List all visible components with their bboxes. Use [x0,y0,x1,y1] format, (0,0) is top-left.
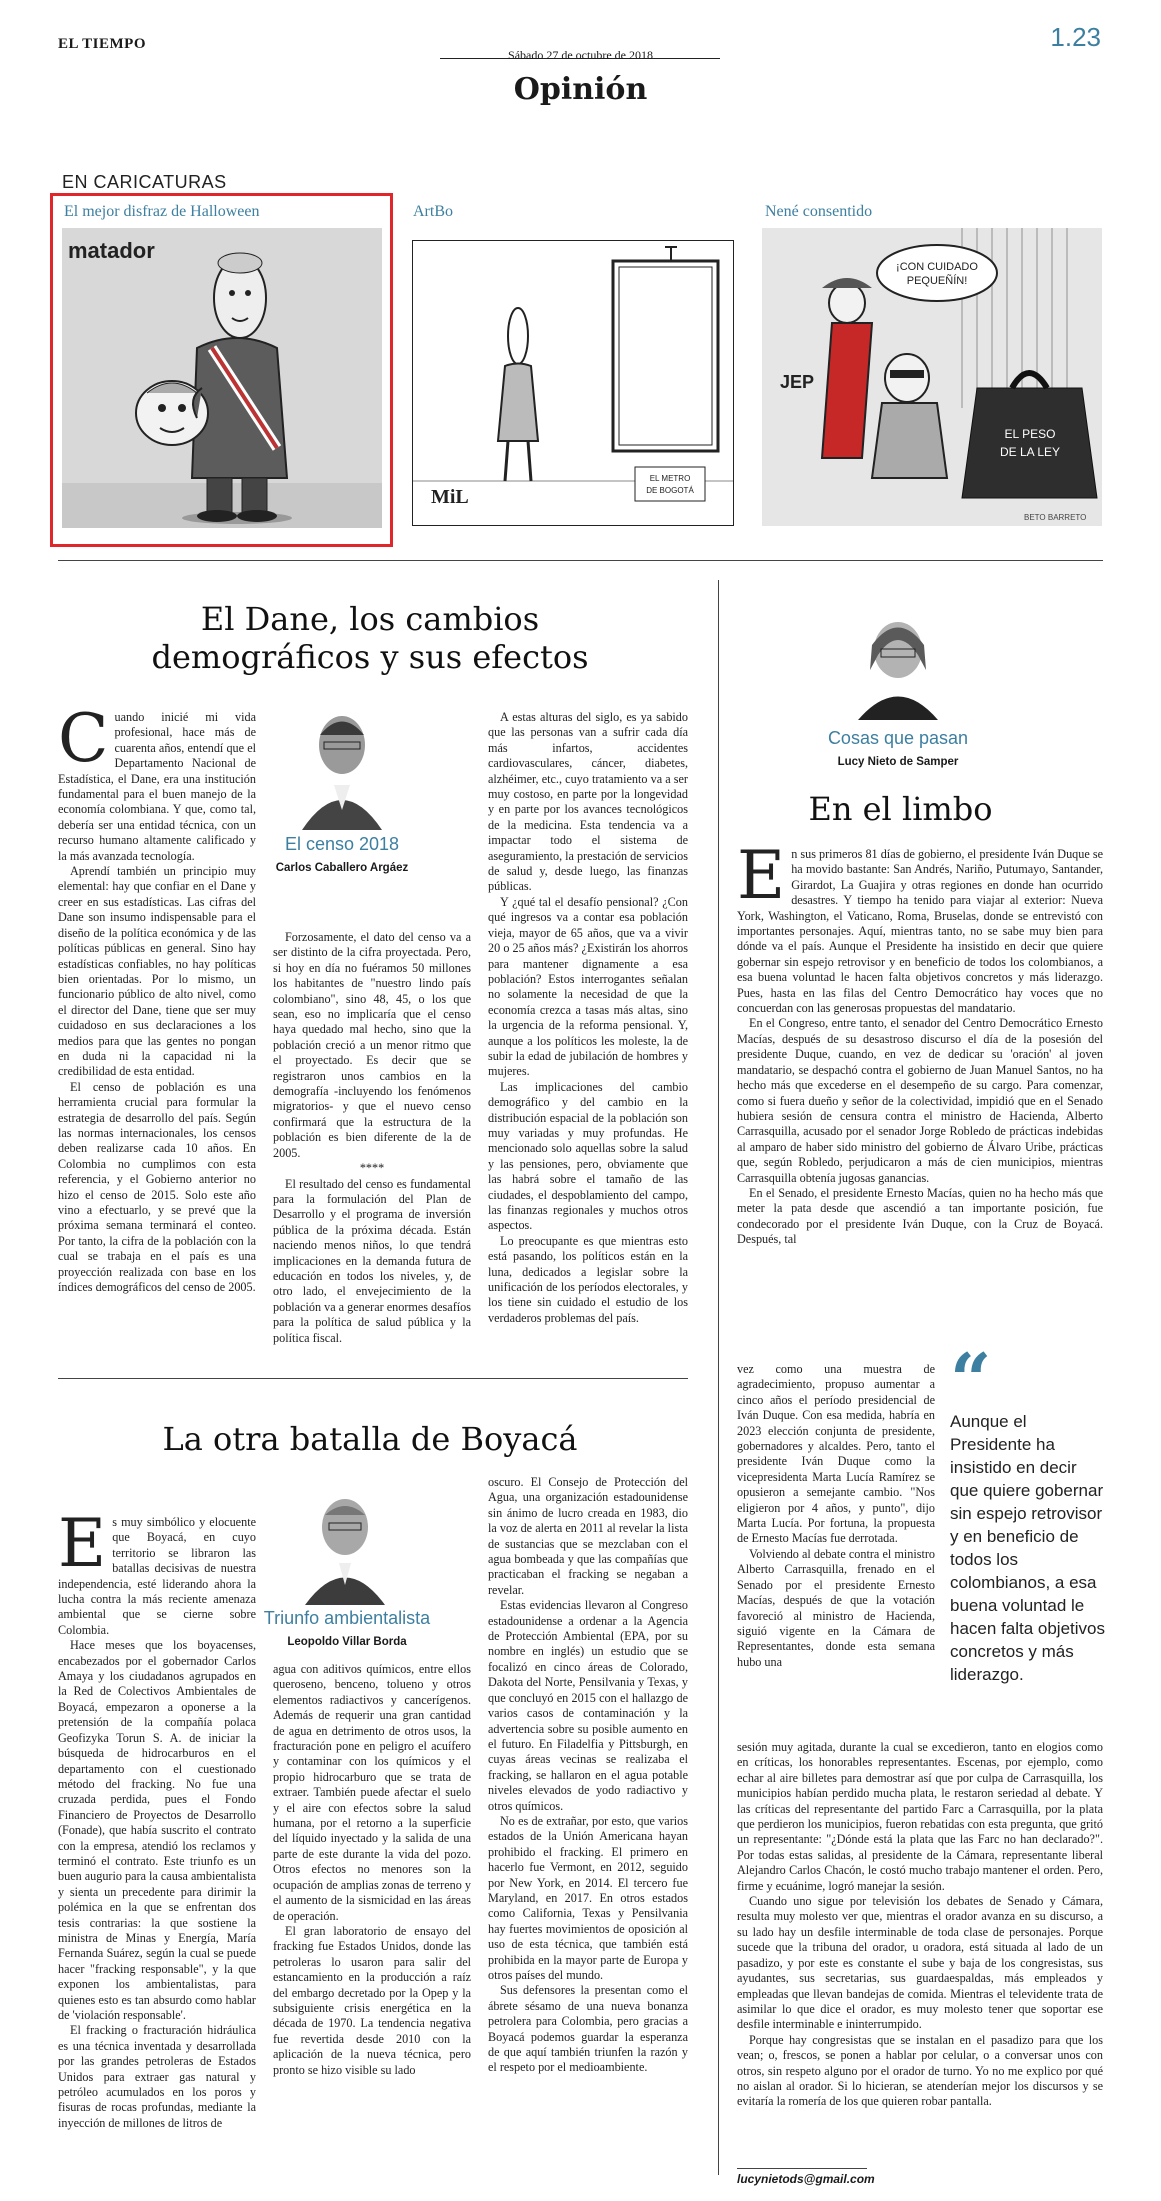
article-1-column-2: Forzosamente, el dato del censo va a ser distinto de la cifra proyectada. Pero, si hoy en día no fuéramos 50 millones los habitantes de "nuestro lindo país colombiano", sino 48, 45, o los que sean, eso no implicaría que el censo haya quedado mal hecho, sino que la población creció a un menor ritmo que el proyectado. Es decir que se registraron unos cambios en la demografía -incluyendo los fenómenos migratorios- y que el nuevo censo confirmará que la estructura de la población es bien diferente de la de 2005. **** El resultado del censo es fundamental para la formulación del Plan de Desarrollo y el programa de inversión pública de la próxima década. Están naciendo menos niños, lo que tendrá implicaciones en la demanda futura de educación en todos los niveles, y, de otro lado, el envejecimiento de la población va a generar enormes desafíos para la política de salud pública y la política fiscal. [273,930,471,1345]
quote-mark-icon: “ [950,1337,992,1422]
svg-text:DE BOGOTÁ: DE BOGOTÁ [646,486,694,495]
article-1-column-3: A estas alturas del siglo, es ya sabido que las personas van a sufrir cada día más infartos, accidentes cardiovasculares, cáncer, diabetes, alzhéimer, etc., cuyo tratamiento va a ser muy costoso, en parte por la longevidad y en parte por los avances tecnológicos de la medicina. Esta tendencia va a impactar todo el sistema de aseguramiento, la prestación de servicios de salud y, desde luego, las finanzas públicas. Y ¿qué tal el desafío pensional? ¿Con qué ingresos va a contar esa población vieja, mayor de 65 años, que va a vivir 20 o 25 años más? ¿Existirán los ahorros para mantener dignamente a esa población? Estos interrogantes señalan no solamente la necesidad de que la economía crezca a tasas más altas, sino la urgencia de la reforma pensional. Y, aunque a los políticos les moleste, la de subir la edad de jubilación de hombres y mujeres. Las implicaciones del cambio demográfico y del cambio en la distribución espacial de la población son muy variadas y muy profundas. He mencionado solo aquellas sobre la salud y las pensiones, pero, obviamente que las habrá sobre el tamaño de las ciudades, el despoblamiento del campo, las finanzas regionales y muchos otros aspectos. Lo preocupante es que mientras esto está pasando, los políticos están en la luna, dedicados a legislar sobre la unificación de los períodos electorales, y los tiene sin cuidado el estudio de los verdaderos problemas del país. [488,710,688,1325]
article-3-body-bottom: sesión muy agitada, durante la cual se excedieron, tanto en elogios como en críticas, los honorables representantes. Escenas, por ejemplo, como echar al aire billetes para demostrar así que por culpa de Carrasquilla, los municipios habían perdido mucha plata, le restaron seriedad al debate. Y las críticas del representante del partido Farc a Carrasquilla, por la plata que perdieron los municipios, fueron rebatidas con esta pregunta, que gritó un representante: "¿Dónde está la plata que las Farc no han declarado?". Por todas estas salidas, al presidente de la Cámara, representante liberal Alejandro Carlos Chacón, le costó mucho trabajo mantener el orden. Pero, firme y ecuánime, logró manejar la sesión. Cuando uno sigue por televisión los debates de Senado y Cámara, resulta muy molesto ver que, mientras el orador avanza en su discurso, a su lado hay un desfile interminable de toda clase de personajes. Porque sucede que la tribuna del orador, u oradora, está situada al lado de un pasadizo, y por este es constante el sube y baja de los congresistas, sus ayudantes, sus secretarias, sus guardaespaldas, más empleados y empleadas que llevan bandejas de comida. Mientras el televidente trata de asimilar lo que dice el orador, es muy molesto tener que soportar ese desfile interminable e ininterrumpido. Porque hay congresistas que se instalan en el pasadizo para que los vean; o, frescos, se ponen a hablar por celular, o a conversar unos con otros, sin respeto alguno por el orador de turno. Yo no me explico por qué no aislan al orador. Si lo hicieran, se atenderían mejor los discursos y se evitaría la romería de los que quieren robar pantalla. [737,1740,1103,2109]
article-3-title: En el limbo [808,790,993,828]
pull-quote-text: Aunque el Presidente ha insistido en decir que quiere gobernar sin espejo retrovisor y en beneficio de todos los colombianos, a esa buena voluntad le hacen falta objetivos concretos y más liderazgo. [950,1412,1105,1684]
cartoons-label: EN CARICATURAS [62,172,227,192]
article-3-column-name: Cosas que pasan [827,728,969,748]
article-2-column-name: Triunfo ambientalista [263,1608,431,1628]
cartoon-3-drawing [762,228,1102,526]
cartoon-1[interactable] [62,228,382,528]
article-1-column-1: C uando inicié mi vida profesional, hace más de cuarenta años, entendí que el Departamento Nacional de Estadística, el Dane, era una institución fundamental para el buen manejo de la economía colombiana. Y que, como tal, debería ser una entidad técnica, con un recurso humano altamente calificado y la más avanzada tecnología. Aprendí también un principio muy elemental: hay que confiar en el Dane y creer en sus estadísticas. Las cifras del Dane son insumo indispensable para el diseño de la política económica y de las políticas públicas en general. Sino hay estadísticas confiables, no hay políticas bien orientadas. Por lo mismo, un funcionario público de alto nivel, como el director del Dane, tiene que ser muy cuidadoso en sus declaraciones a los medios para que las gentes no pongan en duda ni la capacidad ni la credibilidad de esta entidad. El censo de población es una herramienta crucial para formular la estrategia de desarrollo del país. Según las normas internacionales, los censos deben realizarse cada 10 años. En Colombia no cumplimos con esta referencia, y el Gobierno anterior no hizo el censo de 2015. Solo este año vino a efectuarlo, y se prevé que la próxima semana terminará el conteo. Por tanto, la cifra de la población con la cual se trabaja en el país es una proyección realizada con base en los índices demográficos del censo de 2005. [58,710,256,1295]
dateline: Sábado 27 de octubre de 2018 [508,48,653,62]
article-2-dropcap: E [58,1515,107,1582]
cartoon-1-drawing [62,228,382,528]
masthead: EL TIEMPO [58,36,146,52]
author-photo-3 [858,605,938,720]
page-number: 1.23 [1050,22,1101,52]
cartoon-3[interactable] [762,228,1102,526]
section-title: Opinión [513,72,648,107]
email-rule [737,2168,867,2169]
cartoon-1-caption: matador [68,238,155,263]
article-2-column-2: agua con aditivos químicos, entre ellos queroseno, benceno, tolueno y otros elementos radiactivos y cancerígenos. Además de requerir una gran cantidad de agua en detrimento de otros usos, la fracturación pone en peligro el acuífero y contaminar con los químicos y el propio hidrocarburo que se trata de extraer. También puede afectar el suelo y el aire con efectos sobre la salud humana, por el retorno a la superficie del líquido inyectado y la salida de una parte de este durante la vida del pozo. Otros efectos no menores son la ocupación de amplias zonas de terreno y el aumento de la sismicidad en las áreas de operación. El gran laboratorio de ensayo del fracking fue Estados Unidos, donde las petroleras lo usaron para salir del estancamiento en la producción a raíz del embargo decretado por la Opep y la subsiguiente crisis energética en la década de 1970. La tendencia negativa fue revertida desde 2010 con la aplicación de la nueva técnica, pero pronto se hizo visible su lado [273,1662,471,2077]
article-3-dropcap: E [737,847,786,914]
article-3-body-narrow: vez como una muestra de agradecimiento, propuso aumentar a cinco años el período presidencial de Iván Duque. Con esa medida, habría en 2023 elección conjunta de presidente, gobernadores y alcaldes. Pero, tanto el presidente Iván Duque como la vicepresidenta Marta Lucía Ramírez se opusieron a semejante cambio. "Nos eligieron por 4 años, y punto", dijo Marta Lucía. Por fortuna, la propuesta de Ernesto Macías fue derrotada. Volviendo al debate contra el ministro Alberto Carrasquilla, frenado en el Senado por el presidente Ernesto Macías, después de que la votación favoreció al ministro de Hacienda, siguió vigente en la Cámara de Representantes, donde esta semana hubo una [737,1362,935,1669]
cartoon-title-1: El mejor disfraz de Halloween [64,203,260,220]
svg-text:JEP: JEP [780,372,815,392]
article-2-author: Leopoldo Villar Borda [287,1636,407,1648]
svg-text:¡CON CUIDADO: ¡CON CUIDADO [896,261,978,273]
svg-text:PEQUEÑÍN!: PEQUEÑÍN! [906,275,968,287]
svg-text:DE LA LEY: DE LA LEY [999,445,1061,459]
article-1-dropcap: C [58,710,109,777]
pull-quote [950,1337,1108,1684]
author-photo-1 [302,700,382,830]
author-photo-2 [305,1485,385,1605]
svg-text:MiL: MiL [431,486,469,508]
article-divider [58,1378,688,1379]
cartoon-title-3: Nené consentido [765,203,873,220]
author-email[interactable]: lucynietods@gmail.com [737,2172,875,2186]
svg-text:EL METRO: EL METRO [649,474,691,483]
column-divider [718,580,719,2175]
article-1-author: Carlos Caballero Argáez [275,862,409,874]
article-1-column-name: El censo 2018 [284,834,400,854]
cartoon-title-2: ArtBo [413,203,453,220]
svg-text:BETO BARRETO: BETO BARRETO [1024,513,1087,522]
svg-text:EL PESO: EL PESO [1004,427,1056,441]
cartoon-2[interactable] [412,240,734,526]
article-2-column-3: oscuro. El Consejo de Protección del Agua, una organización estadounidense sin ánimo de lucro creada en 1983, dio la voz de alerta en 2011 al revelar la lista de sustancias que se mezclaban con el agua bombeada y que las compañías que practicaban el fracking se negaban a revelar. Estas evidencias llevaron al Congreso estadounidense a ordenar a la Agencia de Protección Ambiental (EPA, por su nombre en inglés) un estudio que se focalizó en cinco áreas de Colorado, Dakota del Norte, Pensilvania y Texas, y que concluyó en 2015 con el hallazgo de varios casos de contaminación y la advertencia sobre su posible aumento en el futuro. En Filadelfia y Pittsburgh, en cuyas áreas vecinas se realizaba el fracking, se hallaron en el agua potable niveles elevados de yodo radiactivo y otros químicos. No es de extrañar, por esto, que varios estados de la Unión Americana hayan prohibido el fracking. El primero en hacerlo fue Vermont, en 2012, seguido por New York, en 2014. El tercero fue Maryland, en 2017. En otros estados como California, Texas y Pensilvania hay fuertes movimientos de oposición al uso de esta técnica, que también está prohibida en la mayor parte de Europa y otros países del mundo. Sus defensores la presentan como el ábrete sésamo de una nueva bonanza petrolera para Colombia, pero gracias a Boyacá podemos guardar la esperanza de que aquí también triunfen la razón y el respeto por el medioambiente. [488,1475,688,2075]
cartoon-2-drawing [413,241,733,525]
article-2-title: La otra batalla de Boyacá [162,1420,578,1458]
article-3-body-top: E n sus primeros 81 días de gobierno, el presidente Iván Duque se ha movido bastante: San Andrés, Nariño, Putumayo, Santander, Girardot, La Guajira y otras regiones en donde han ocurrido desastres. Y tiempo ha tenido para viajar al exterior: Nueva York, Washington, el Vaticano, Roma, Bruselas, donde se entrevistó con importantes personajes. Aquí, mientras tanto, no se sabe muy bien para dónde va el país. Aunque el Presidente ha insistido en decir que quiere gobernar sin espejo retrovisor y en beneficio de todos los colombianos, a esa buena voluntad le hacen falta objetivos concretos y más liderazgo. Pues, hasta en las filas del Centro Democrático hay voces que no concuerdan con las generosas propuestas del mandatario. En el Congreso, entre tanto, el senador del Centro Democrático Ernesto Macías, después de su desastroso discurso el día de la posesión del presidente Duque, cuando, en vez de dedicar su 'oración' al joven mandatario, se despachó contra el gobierno de Juan Manuel Santos, no ha hecho más que excederse en el desempeño de su cargo. Para comenzar, como si fuera dueño y señor de la colectividad, impidió que en el Senado hubiera sesión de censura contra el ministro de Hacienda, Alberto Carrasquilla, acusado por el senador Jorge Robledo de prácticas indebidas al amparo de haber sido ministro del gobierno de Álvaro Uribe, prácticas que, según Robledo, perjudicaron a más de cien municipios, mientras Carrasquilla obtenía jugosas ganancias. En el Senado, el presidente Ernesto Macías, quien no ha hecho más que meter la pata desde que ascendió a tan importante posición, fue condecorado por el presidente Iván Duque, con la Cruz de Boyacá. Después, tal [737,847,1103,1247]
article-2-column-1: E s muy simbólico y elocuente que Boyacá, en cuyo territorio se libraron las batallas decisivas de nuestra independencia, esté liderando ahora la lucha contra la más reciente amenaza ambiental que se cierne sobre Colombia. Hace meses que los boyacenses, encabezados por el gobernador Carlos Amaya y los ciudadanos agrupados en la Red de Colectivos Ambientales de Boyacá, empezaron a oponerse a la pretensión de la compañía polaca Geofizyka Torun S. A. de iniciar la búsqueda de hidrocarburos en el departamento con el cuestionado método del fracking. No fue una cruzada perdida, pues el Fondo Financiero de Proyectos de Desarrollo (Fonade), que había suscrito el contrato con la empresa, atendió los reclamos y terminó el contrato. Este triunfo es un buen augurio para la causa ambientalista y sienta un precedente para dirimir la polémica en la que se enfrentan dos tesis contrarias: la que sostiene la ministra de Minas y Energía, María Fernanda Suárez, según la cual se puede hacer "fracking responsable", y la que exponen los ambientalistas, para quienes esto es tan absurdo como hablar de 'violación responsable'. El fracking o fracturación hidráulica es una técnica inventada y desarrollada por las grandes petroleras de Estados Unidos para extraer gas natural y petróleo acumulados en los poros y fisuras de rocas profundas, mediante la inyección de millones de litros de [58,1515,256,2130]
article-3-author: Lucy Nieto de Samper [837,756,959,768]
cartoons-divider [58,560,1103,561]
article-1-title: El Dane, los cambios demográficos y sus efectos [151,600,589,677]
